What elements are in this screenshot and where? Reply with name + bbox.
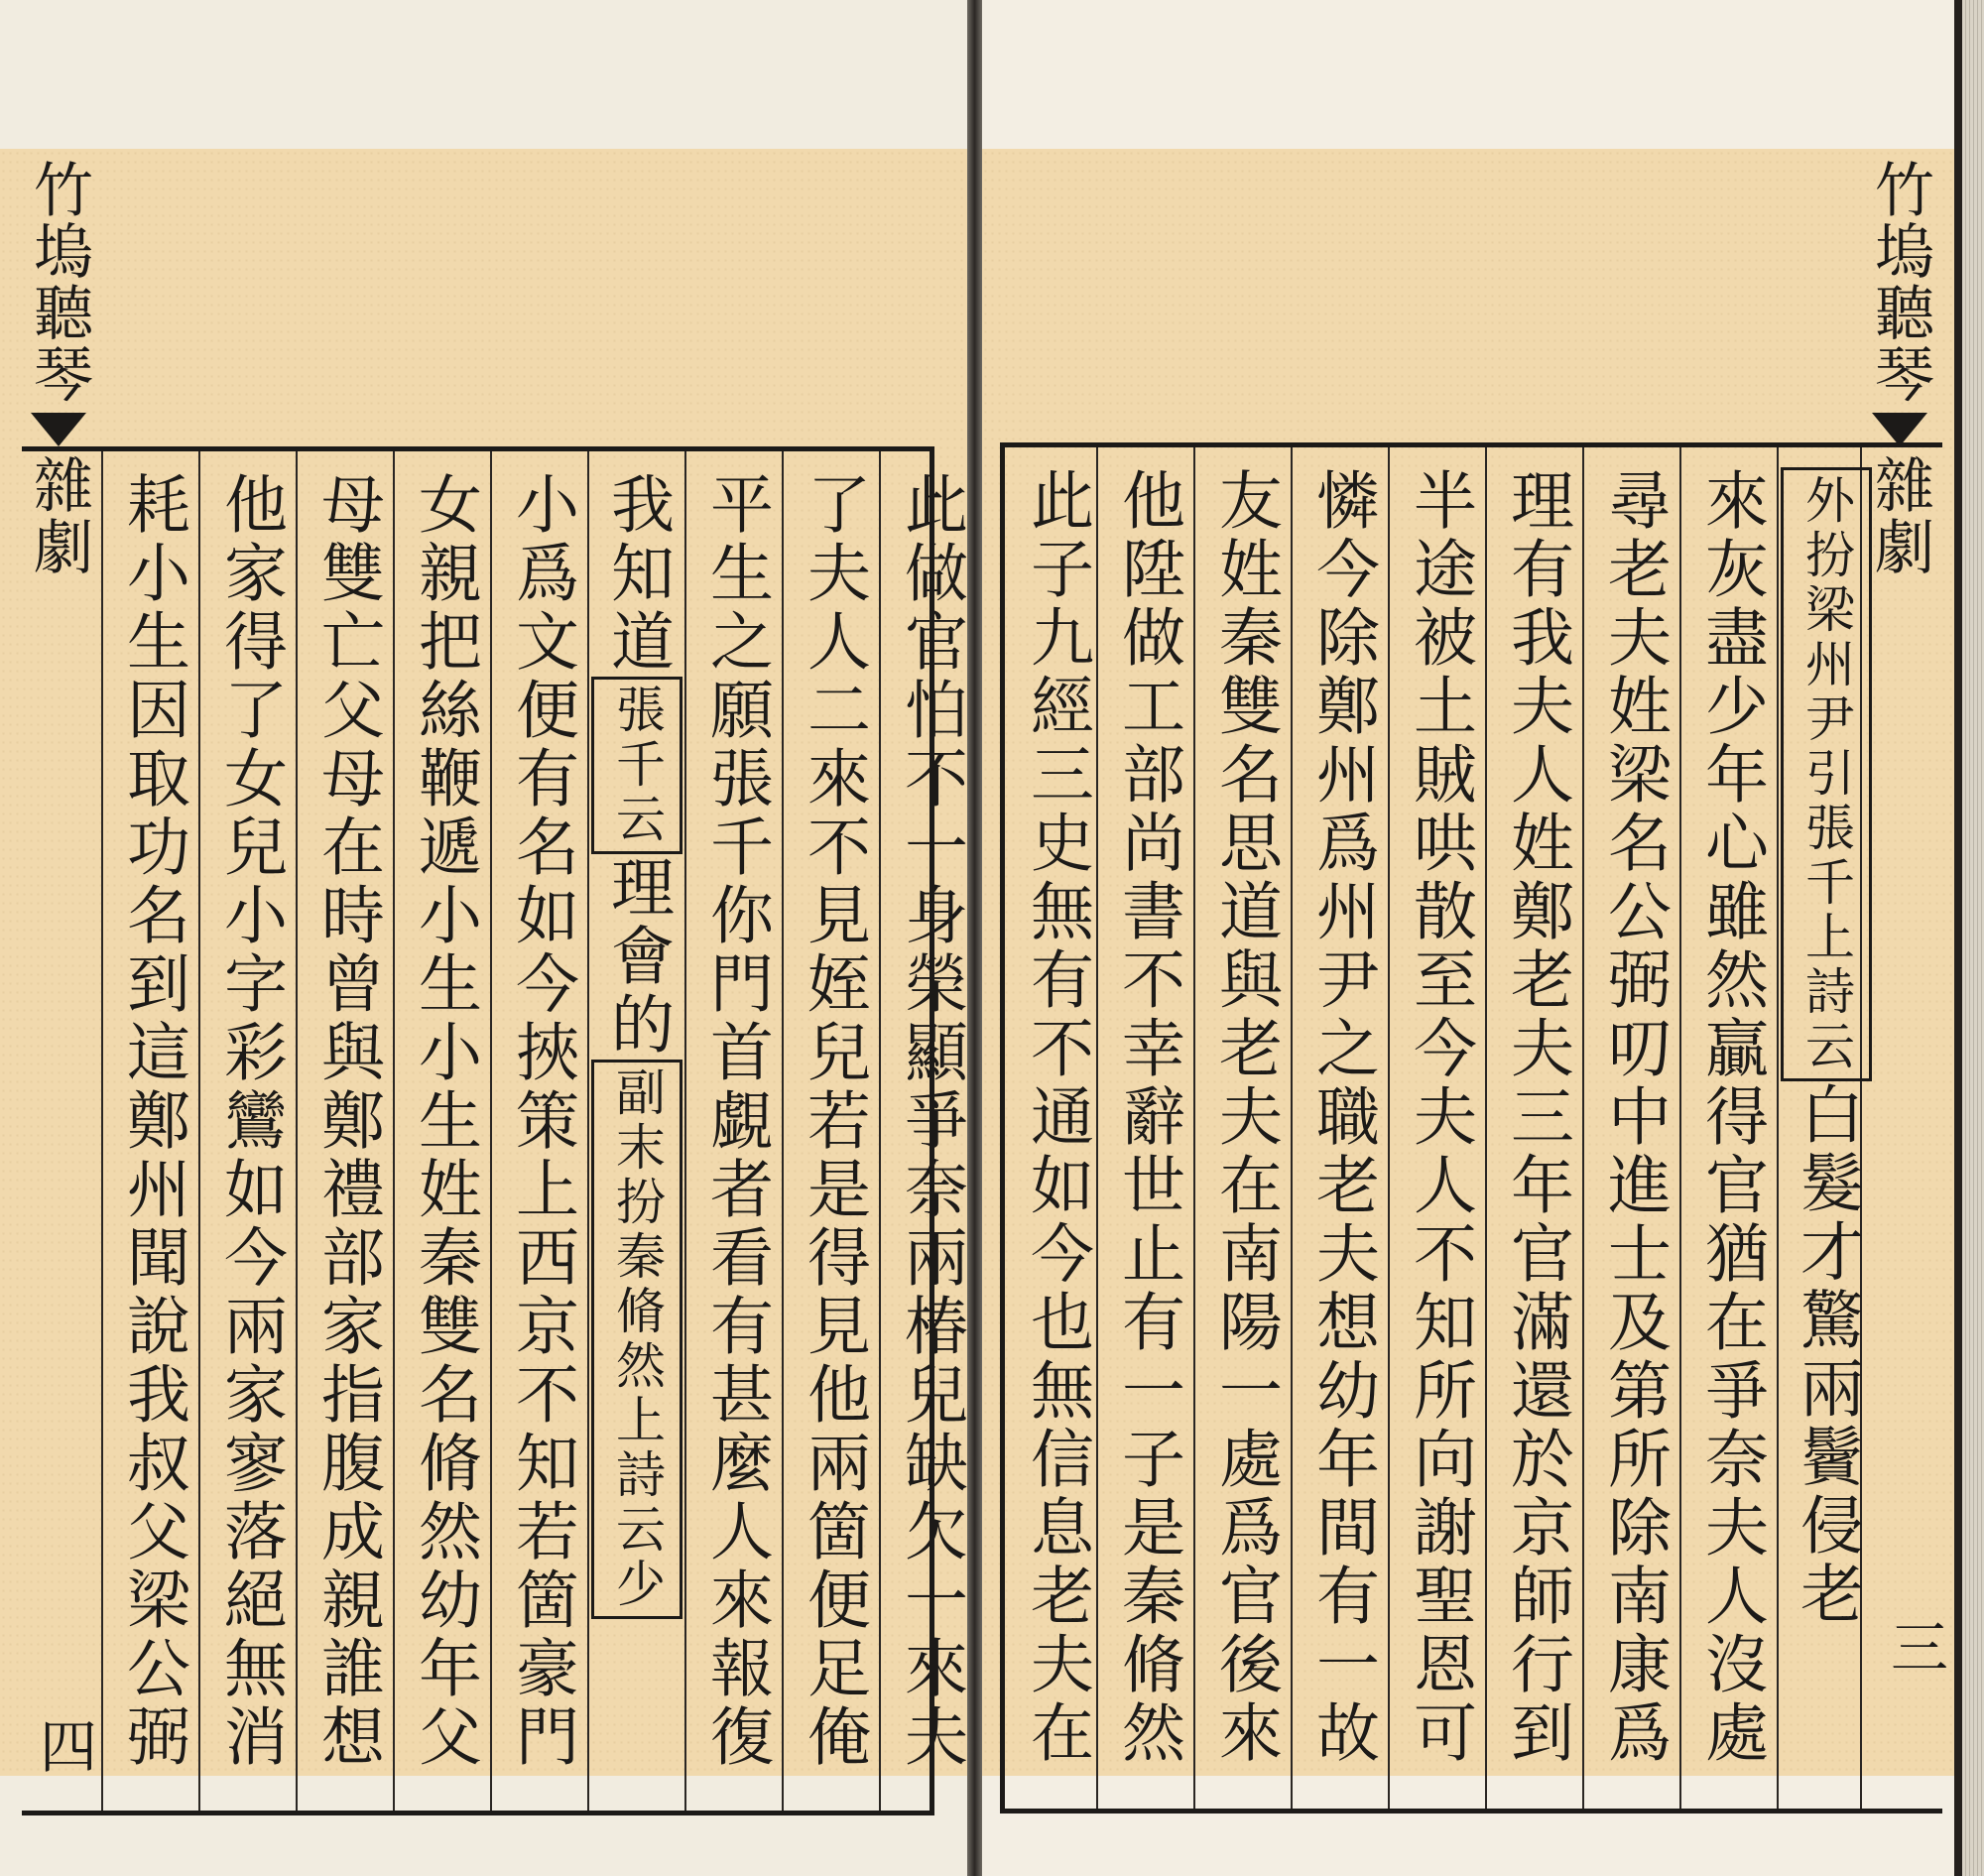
text-column: 憐今除鄭州爲州尹之職老夫想幼年間有一故 xyxy=(1305,467,1379,1768)
column-rule xyxy=(1582,447,1584,1809)
left-page xyxy=(0,0,967,1876)
fish-tail-mark-icon xyxy=(1872,413,1927,446)
stage-direction-box: 張千云 xyxy=(591,677,682,854)
column-rule xyxy=(1388,447,1390,1809)
left-banner-title: 竹塢聽琴 xyxy=(24,159,93,405)
text-column: 平生之願張千你門首覷者看有甚麼人來報復 xyxy=(699,471,773,1772)
right-banner-title: 竹塢聽琴 xyxy=(1865,159,1934,405)
text-column: 此做官怕不一身榮顯爭奈兩椿兒缺欠一來夫 xyxy=(894,471,967,1772)
text-column xyxy=(1783,467,1874,1629)
right-page xyxy=(982,0,1954,1876)
text-column: 來灰盡少年心雖然贏得官猶在爭奈夫人沒處 xyxy=(1694,467,1768,1768)
right-page-banner xyxy=(1861,159,1938,577)
column-rule xyxy=(393,451,395,1811)
column-text: 白髮才驚兩鬢侵老 xyxy=(1790,1081,1863,1629)
column-rule xyxy=(1193,447,1195,1809)
stage-direction-box: 副末扮秦脩然上詩云少 xyxy=(591,1060,682,1619)
right-text-frame xyxy=(1000,442,1942,1813)
text-column: 他家得了女兒小字彩鸞如今兩家寥落絕無消 xyxy=(213,471,287,1772)
text-column: 尋老夫姓梁名公弼叨中進士及第所除南康爲 xyxy=(1597,467,1671,1768)
right-page-folio: 三 xyxy=(1881,1617,1948,1675)
right-page-paper xyxy=(982,149,1954,1776)
column-rule xyxy=(1291,447,1293,1809)
column-text: 理會的 xyxy=(600,854,674,1060)
column-rule xyxy=(684,451,686,1811)
page-edges xyxy=(1962,0,1984,1876)
text-column: 耗小生因取功名到這鄭州聞說我叔父梁公弼 xyxy=(116,471,189,1772)
left-page-paper xyxy=(0,149,967,1776)
column-rule xyxy=(101,451,103,1811)
book-gutter xyxy=(967,0,982,1876)
column-rule xyxy=(782,451,784,1811)
text-column: 此子九經三史無有不通如今也無信息老夫在 xyxy=(1020,467,1093,1768)
column-text: 我知道 xyxy=(600,471,674,677)
stage-direction-box: 外扮梁州尹引張千上詩云 xyxy=(1781,467,1872,1081)
right-banner-tail: 雜劇 xyxy=(1865,454,1934,577)
left-text-frame xyxy=(22,446,967,1815)
left-page-folio: 四 xyxy=(30,1716,97,1774)
text-column: 了夫人二來不見姪兒若是得見他兩箇便足俺 xyxy=(797,471,870,1772)
column-rule xyxy=(198,451,200,1811)
text-column: 女親把絲鞭遞小生小生姓秦雙名脩然幼年父 xyxy=(408,471,481,1772)
fish-tail-mark-icon xyxy=(31,413,86,446)
text-column xyxy=(593,471,684,1619)
column-rule xyxy=(879,451,881,1811)
left-banner-tail: 雜劇 xyxy=(24,454,93,577)
column-rule xyxy=(1485,447,1487,1809)
text-column: 友姓秦雙名思道與老夫在南陽一處爲官後來 xyxy=(1208,467,1282,1768)
column-rule xyxy=(1679,447,1681,1809)
column-rule xyxy=(490,451,492,1811)
text-column: 半途被土賊哄散至今夫人不知所向謝聖恩可 xyxy=(1403,467,1476,1768)
column-rule xyxy=(296,451,298,1811)
text-column: 理有我夫人姓鄭老夫三年官滿還於京師行到 xyxy=(1500,467,1573,1768)
text-column: 小爲文便有名如今挾策上西京不知若箇豪門 xyxy=(505,471,578,1772)
text-column: 母雙亡父母在時曾與鄭禮部家指腹成親誰想 xyxy=(310,471,384,1772)
text-column: 他陞做工部尚書不幸辭世止有一子是秦脩然 xyxy=(1111,467,1184,1768)
